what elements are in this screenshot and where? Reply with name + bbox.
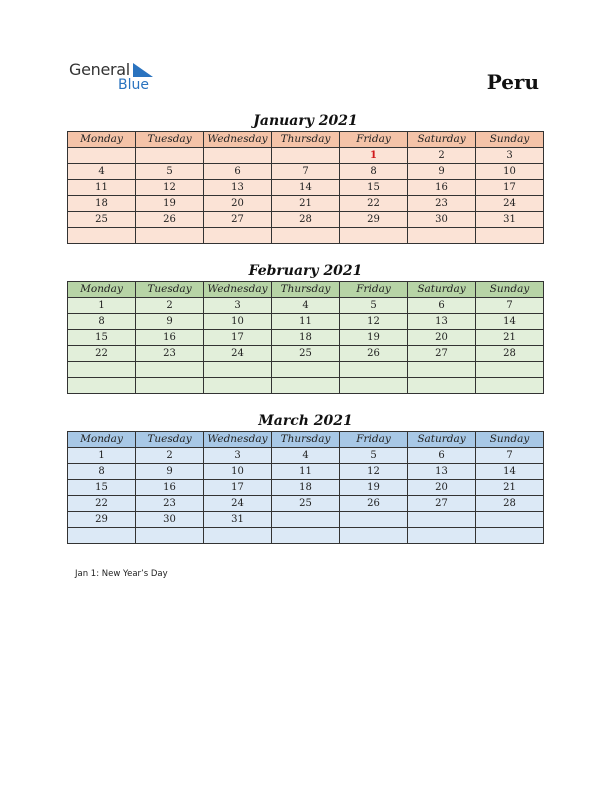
day-cell: 18 xyxy=(272,330,340,346)
day-cell: 24 xyxy=(204,496,272,512)
day-cell: 16 xyxy=(408,180,476,196)
day-cell: 19 xyxy=(136,196,204,212)
day-cell: 13 xyxy=(408,464,476,480)
month-january xyxy=(67,111,544,244)
day-cell: 13 xyxy=(408,314,476,330)
day-cell: 31 xyxy=(204,512,272,528)
weekday-header: Saturday xyxy=(408,132,476,148)
day-cell: 31 xyxy=(476,212,544,228)
month-march xyxy=(67,411,544,544)
weekday-header: Wednesday xyxy=(204,132,272,148)
calendar-table xyxy=(67,281,544,394)
day-cell: 27 xyxy=(204,212,272,228)
day-cell: 29 xyxy=(68,512,136,528)
day-cell xyxy=(476,362,544,378)
day-cell: 28 xyxy=(476,346,544,362)
day-cell: 5 xyxy=(340,298,408,314)
weekday-header: Monday xyxy=(68,282,136,298)
calendar-table xyxy=(67,431,544,544)
weekday-header: Sunday xyxy=(476,132,544,148)
day-cell: 22 xyxy=(68,496,136,512)
day-cell: 14 xyxy=(272,180,340,196)
day-cell: 10 xyxy=(204,464,272,480)
general-blue-logo xyxy=(69,60,169,96)
day-cell xyxy=(272,528,340,544)
weekday-header-row xyxy=(68,282,544,298)
weekday-header: Tuesday xyxy=(136,132,204,148)
week-row xyxy=(68,314,544,330)
week-row xyxy=(68,330,544,346)
day-cell xyxy=(204,228,272,244)
day-cell: 11 xyxy=(68,180,136,196)
week-row xyxy=(68,512,544,528)
week-row xyxy=(68,480,544,496)
calendar-table xyxy=(67,131,544,244)
day-cell xyxy=(136,362,204,378)
day-cell: 12 xyxy=(340,314,408,330)
day-cell: 2 xyxy=(136,298,204,314)
day-cell xyxy=(136,378,204,394)
day-cell: 28 xyxy=(272,212,340,228)
day-cell: 12 xyxy=(136,180,204,196)
day-cell: 8 xyxy=(68,314,136,330)
day-cell xyxy=(68,148,136,164)
weekday-header: Saturday xyxy=(408,282,476,298)
day-cell: 18 xyxy=(68,196,136,212)
day-cell: 23 xyxy=(408,196,476,212)
weekday-header: Sunday xyxy=(476,282,544,298)
week-row xyxy=(68,448,544,464)
day-cell: 19 xyxy=(340,480,408,496)
week-row xyxy=(68,528,544,544)
day-cell xyxy=(136,528,204,544)
day-cell: 3 xyxy=(476,148,544,164)
weekday-header: Wednesday xyxy=(204,432,272,448)
day-cell: 4 xyxy=(272,298,340,314)
day-cell: 15 xyxy=(68,480,136,496)
day-cell xyxy=(272,362,340,378)
weekday-header: Friday xyxy=(340,432,408,448)
day-cell: 1 xyxy=(68,298,136,314)
day-cell: 2 xyxy=(408,148,476,164)
weekday-header: Monday xyxy=(68,432,136,448)
day-cell: 17 xyxy=(204,330,272,346)
week-row xyxy=(68,346,544,362)
day-cell: 1 xyxy=(68,448,136,464)
day-cell: 10 xyxy=(476,164,544,180)
day-cell xyxy=(204,528,272,544)
week-row xyxy=(68,496,544,512)
weekday-header: Tuesday xyxy=(136,282,204,298)
day-cell: 4 xyxy=(68,164,136,180)
day-cell: 5 xyxy=(340,448,408,464)
day-cell xyxy=(408,512,476,528)
weekday-header-row xyxy=(68,432,544,448)
day-cell: 21 xyxy=(272,196,340,212)
country-title: Peru xyxy=(486,70,539,94)
week-row xyxy=(68,148,544,164)
week-row xyxy=(68,464,544,480)
day-cell: 30 xyxy=(136,512,204,528)
day-cell xyxy=(68,528,136,544)
day-cell: 6 xyxy=(204,164,272,180)
day-cell: 30 xyxy=(408,212,476,228)
month-february xyxy=(67,261,544,394)
day-cell xyxy=(476,228,544,244)
week-row xyxy=(68,378,544,394)
day-cell: 25 xyxy=(272,346,340,362)
day-cell: 24 xyxy=(204,346,272,362)
day-cell: 6 xyxy=(408,298,476,314)
day-cell: 25 xyxy=(272,496,340,512)
day-cell: 2 xyxy=(136,448,204,464)
day-cell xyxy=(476,512,544,528)
weekday-header: Sunday xyxy=(476,432,544,448)
day-cell: 22 xyxy=(340,196,408,212)
day-cell: 23 xyxy=(136,496,204,512)
day-cell: 28 xyxy=(476,496,544,512)
day-cell: 21 xyxy=(476,480,544,496)
logo-triangle-icon xyxy=(133,63,153,77)
day-cell: 18 xyxy=(272,480,340,496)
week-row xyxy=(68,362,544,378)
day-cell: 9 xyxy=(408,164,476,180)
weekday-header: Thursday xyxy=(272,282,340,298)
logo-word-blue: Blue xyxy=(118,77,149,93)
day-cell: 3 xyxy=(204,448,272,464)
day-cell xyxy=(272,228,340,244)
day-cell: 27 xyxy=(408,496,476,512)
day-cell: 16 xyxy=(136,480,204,496)
day-cell: 11 xyxy=(272,314,340,330)
day-cell: 8 xyxy=(68,464,136,480)
day-cell: 13 xyxy=(204,180,272,196)
day-cell: 9 xyxy=(136,464,204,480)
weekday-header-row xyxy=(68,132,544,148)
day-cell xyxy=(408,378,476,394)
week-row xyxy=(68,164,544,180)
week-row xyxy=(68,180,544,196)
day-cell xyxy=(340,378,408,394)
day-cell: 6 xyxy=(408,448,476,464)
day-cell: 9 xyxy=(136,314,204,330)
day-cell: 1 xyxy=(340,148,408,164)
logo-word-general: General xyxy=(69,60,130,79)
day-cell xyxy=(340,362,408,378)
day-cell xyxy=(476,378,544,394)
day-cell xyxy=(68,228,136,244)
weekday-header: Monday xyxy=(68,132,136,148)
day-cell: 3 xyxy=(204,298,272,314)
day-cell xyxy=(408,528,476,544)
day-cell xyxy=(204,362,272,378)
day-cell: 23 xyxy=(136,346,204,362)
day-cell: 7 xyxy=(476,298,544,314)
day-cell xyxy=(68,378,136,394)
weekday-header: Friday xyxy=(340,282,408,298)
month-title: March 2021 xyxy=(258,413,353,429)
day-cell: 4 xyxy=(272,448,340,464)
week-row xyxy=(68,212,544,228)
day-cell xyxy=(340,528,408,544)
day-cell xyxy=(272,378,340,394)
day-cell xyxy=(476,528,544,544)
weekday-header: Wednesday xyxy=(204,282,272,298)
day-cell: 29 xyxy=(340,212,408,228)
day-cell xyxy=(204,378,272,394)
day-cell: 26 xyxy=(340,346,408,362)
day-cell: 15 xyxy=(68,330,136,346)
weekday-header: Tuesday xyxy=(136,432,204,448)
day-cell: 7 xyxy=(476,448,544,464)
day-cell xyxy=(340,512,408,528)
day-cell: 7 xyxy=(272,164,340,180)
month-title: February 2021 xyxy=(248,263,363,279)
day-cell: 14 xyxy=(476,314,544,330)
holiday-note: Jan 1: New Year’s Day xyxy=(75,569,168,579)
day-cell: 20 xyxy=(408,480,476,496)
month-title: January 2021 xyxy=(253,113,358,129)
day-cell xyxy=(340,228,408,244)
weekday-header: Saturday xyxy=(408,432,476,448)
day-cell: 27 xyxy=(408,346,476,362)
day-cell xyxy=(136,228,204,244)
day-cell xyxy=(68,362,136,378)
day-cell: 8 xyxy=(340,164,408,180)
weekday-header: Thursday xyxy=(272,132,340,148)
day-cell: 26 xyxy=(136,212,204,228)
day-cell: 11 xyxy=(272,464,340,480)
day-cell: 22 xyxy=(68,346,136,362)
day-cell: 26 xyxy=(340,496,408,512)
day-cell: 16 xyxy=(136,330,204,346)
day-cell xyxy=(408,228,476,244)
day-cell xyxy=(408,362,476,378)
day-cell: 19 xyxy=(340,330,408,346)
week-row xyxy=(68,228,544,244)
week-row xyxy=(68,298,544,314)
week-row xyxy=(68,196,544,212)
day-cell: 25 xyxy=(68,212,136,228)
day-cell: 20 xyxy=(408,330,476,346)
weekday-header: Thursday xyxy=(272,432,340,448)
day-cell: 20 xyxy=(204,196,272,212)
day-cell xyxy=(272,148,340,164)
day-cell: 17 xyxy=(204,480,272,496)
day-cell: 24 xyxy=(476,196,544,212)
day-cell xyxy=(204,148,272,164)
day-cell: 5 xyxy=(136,164,204,180)
day-cell: 17 xyxy=(476,180,544,196)
day-cell xyxy=(272,512,340,528)
day-cell: 10 xyxy=(204,314,272,330)
day-cell: 15 xyxy=(340,180,408,196)
holiday-notes xyxy=(75,569,168,579)
weekday-header: Friday xyxy=(340,132,408,148)
day-cell xyxy=(136,148,204,164)
day-cell: 12 xyxy=(340,464,408,480)
day-cell: 21 xyxy=(476,330,544,346)
day-cell: 14 xyxy=(476,464,544,480)
